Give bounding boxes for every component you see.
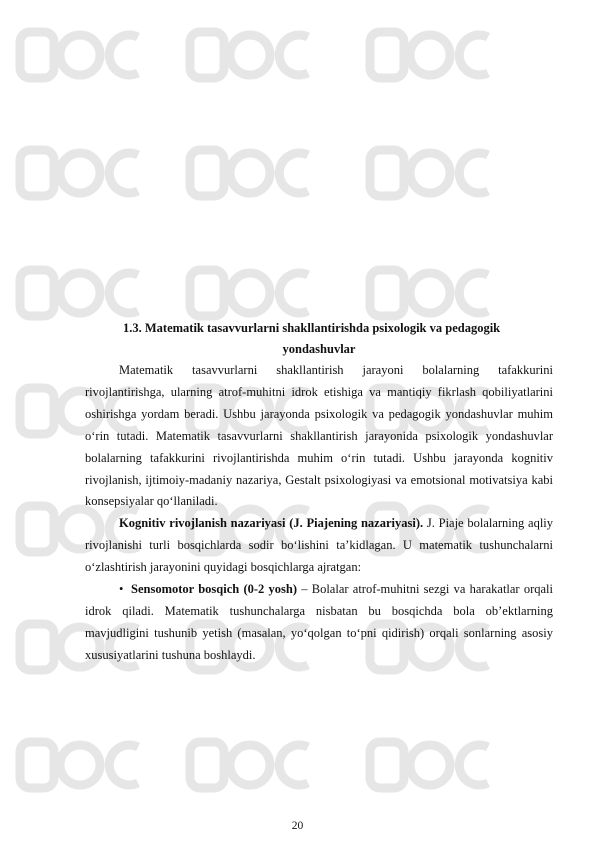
section-heading (85, 318, 553, 360)
section-heading-line-1: 1.3. Matematik tasavvurlarni shakllantirishda psixologik va pedagogik (123, 321, 501, 335)
paragraph-piaget-bold-lead: Kognitiv rivojlanish nazariyasi (J. Piajening nazariyasi). (119, 516, 424, 531)
paragraph-piaget-text: J. Piaje bolalarning aqliy rivojlanishi turli bosqichlarda sodir bo‘lishini ta’kidlagan. U matematik tushunchalarni o‘zlashtirish jarayonini quyidagi bosqichlarga ajratgan: (85, 516, 554, 575)
page-number: 20 (291, 820, 304, 832)
page-content (85, 318, 553, 667)
bullet-item-text: – Bolalar atrof-muhitni sezgi va harakatlar orqali idrok qiladi. Matematik tushunchalarga nisbatan bu bosqichda bola ob’ektlarning mavjudligini tushunib yetish (masalan, yo‘qolgan to‘pni qidirish) orqali sonlarning asosiy xususiyatlarini tushuna boshlaydi. (85, 582, 554, 662)
paragraph-piaget (85, 513, 553, 579)
section-heading-line-2: yondashuvlar (282, 342, 356, 356)
paragraph-intro: Matematik tasavvurlarni shakllantirish jarayoni bolalarning tafakkurini rivojlantirishga, ularning atrof-muhitni idrok etishiga va mantiqiy fikrlash qobiliyatlarini oshirishga yordam beradi. Ushbu jarayonda psixologik va pedagogik yondashuvlar muhim o‘rin tutadi. Matematik tasavvurlarni shakllantirish jarayonida psixologik yondashuvlar bolalarning tafakkurini rivojlantirishda muhim o‘rin tutadi. Ushbu jarayonda kognitiv rivojlanish, ijtimoiy-madaniy nazariya, Gestalt psixologiyasi va emotsional motivatsiya kabi konsepsiyalar qo‘llaniladi. (85, 363, 553, 509)
bullet-icon: • (119, 582, 124, 597)
bullet-item-sensorimotor (85, 579, 553, 667)
bullet-item-bold-lead: Sensomotor bosqich (0-2 yosh) (131, 582, 297, 597)
